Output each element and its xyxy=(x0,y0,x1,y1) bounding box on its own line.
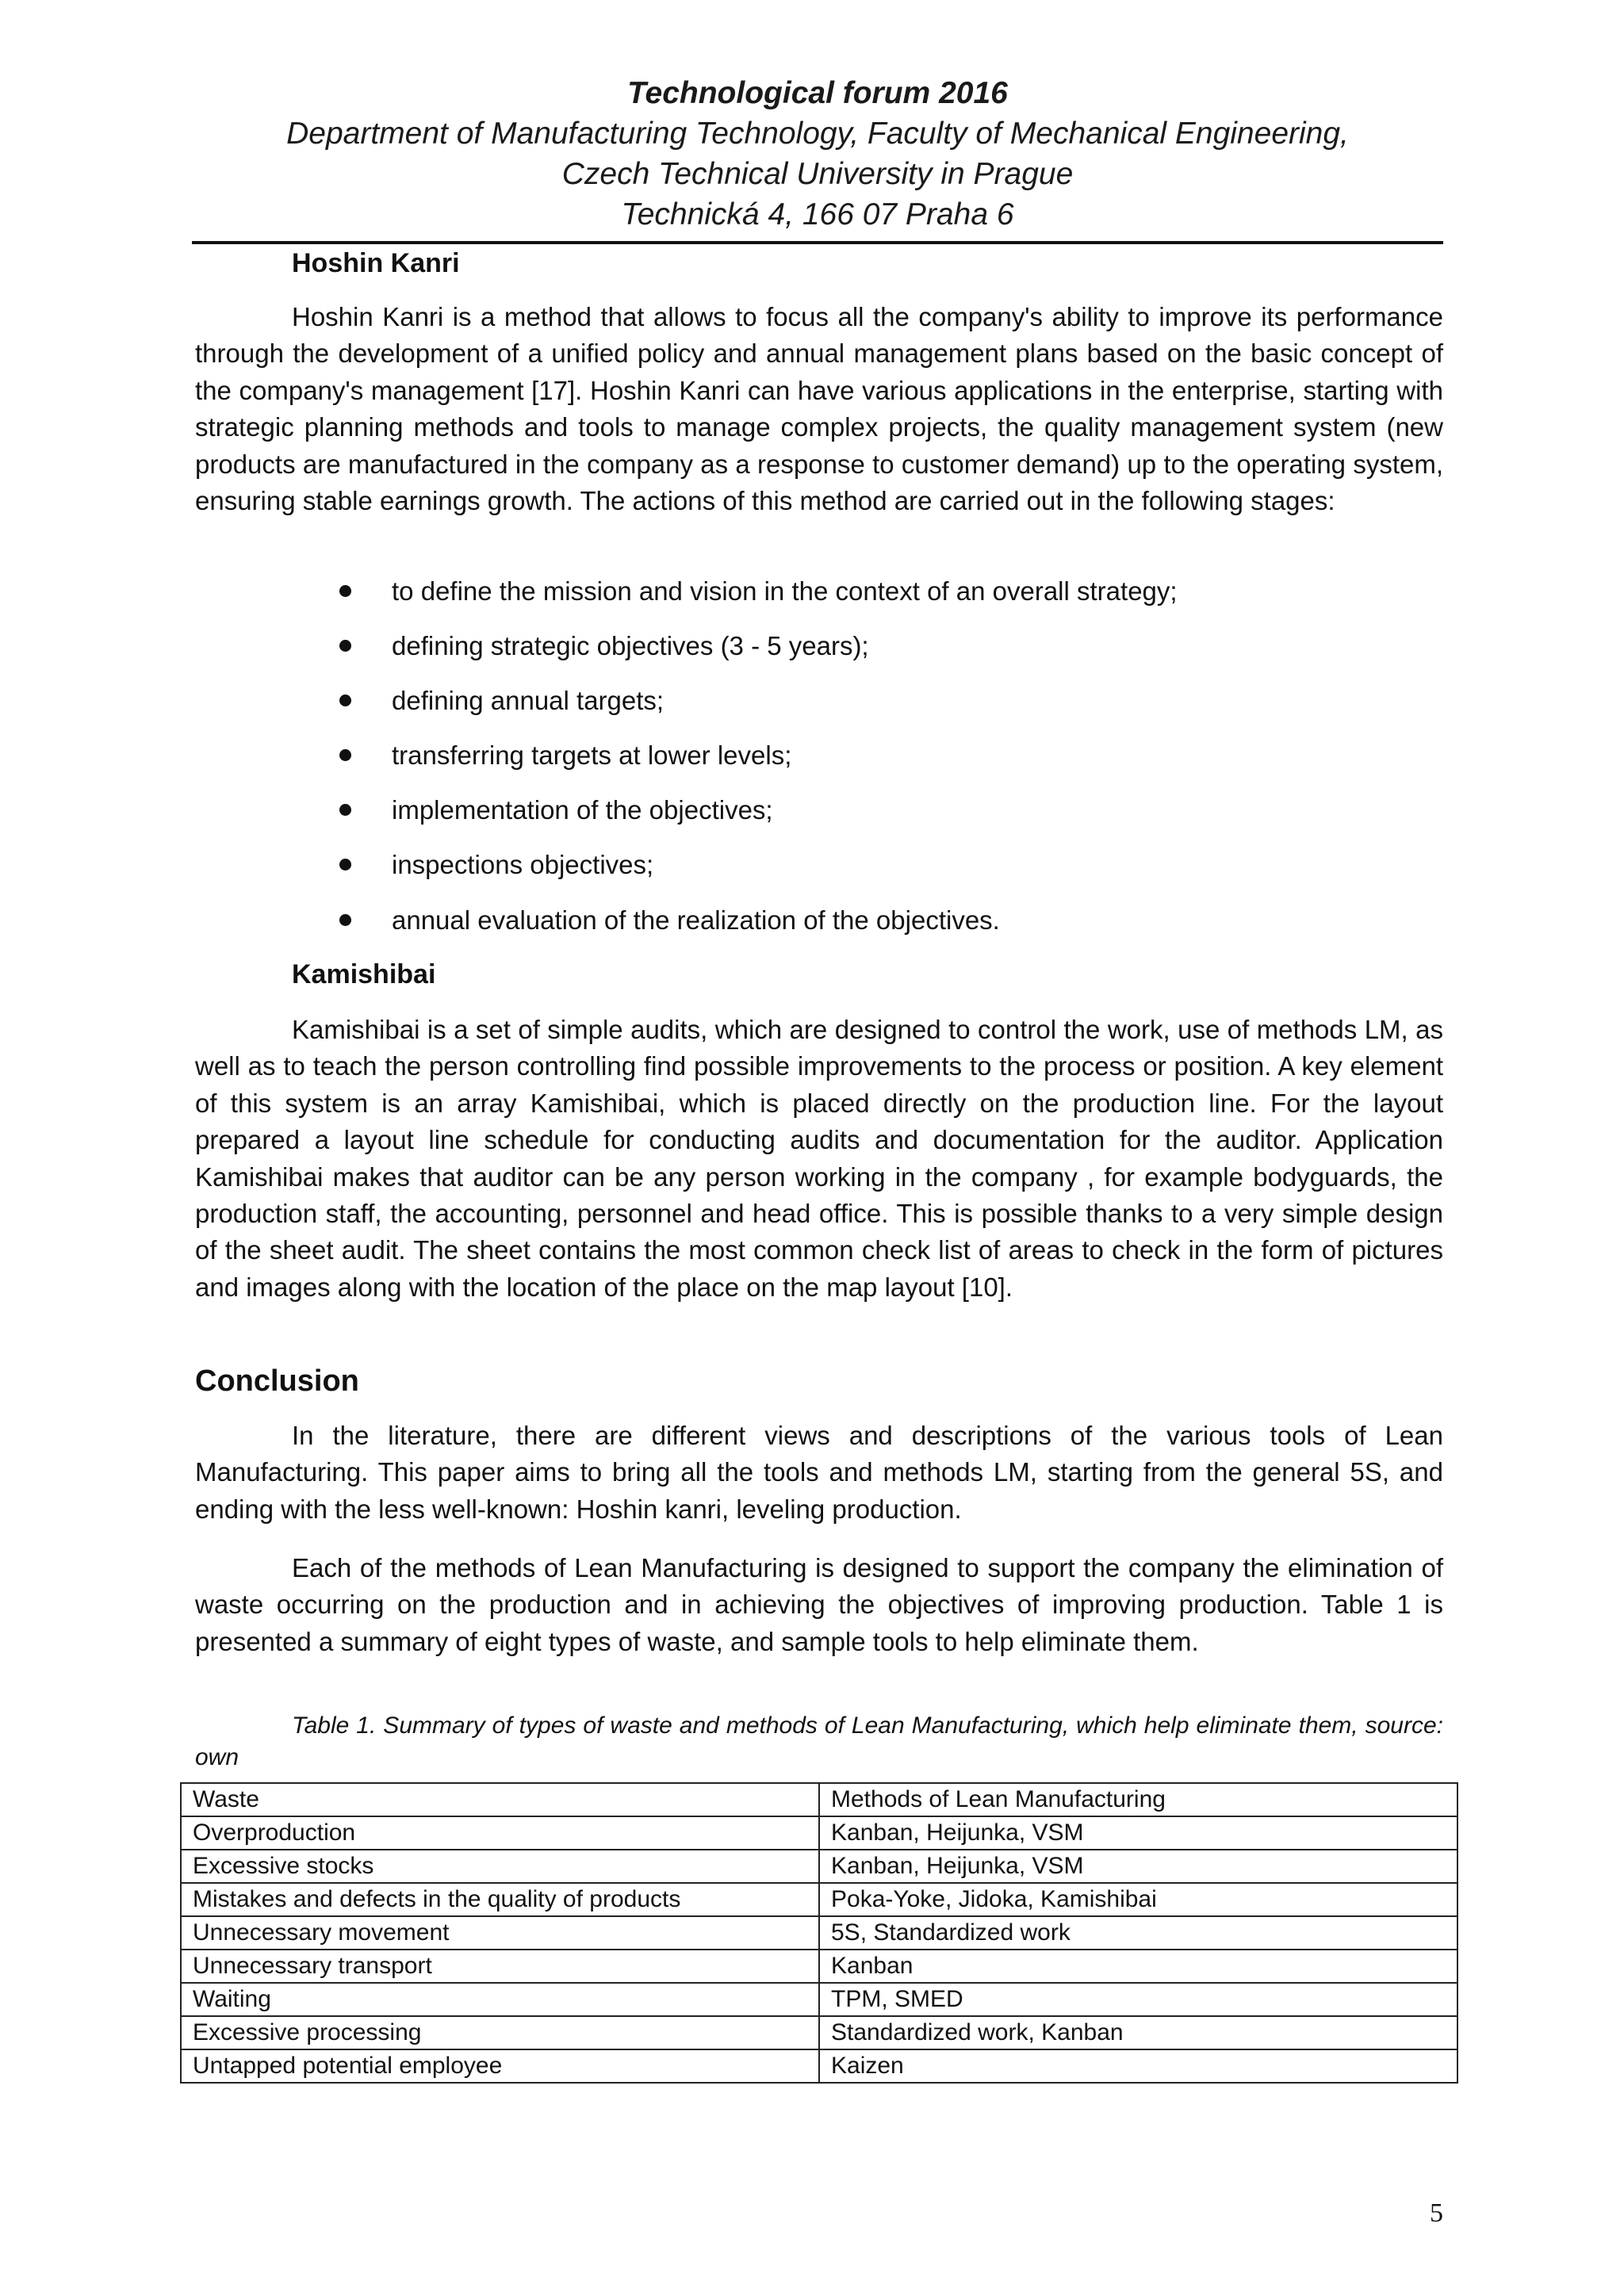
list-item-text: annual evaluation of the realization of the objectives. xyxy=(392,905,1000,935)
waste-cell: Waiting xyxy=(181,1983,819,2016)
waste-cell: Unnecessary movement xyxy=(181,1916,819,1950)
waste-methods-table xyxy=(180,1782,1458,2084)
method-cell: Methods of Lean Manufacturing xyxy=(819,1783,1457,1816)
kamishibai-heading: Kamishibai xyxy=(292,959,436,989)
bullet-dot-icon xyxy=(339,914,351,926)
method-cell: Standardized work, Kanban xyxy=(819,2016,1457,2049)
method-cell: 5S, Standardized work xyxy=(819,1916,1457,1950)
header-divider xyxy=(192,241,1443,244)
list-item-text: defining strategic objectives (3 - 5 years); xyxy=(392,631,869,660)
table-row xyxy=(181,2049,1457,2083)
waste-cell: Excessive processing xyxy=(181,2016,819,2049)
conclusion-paragraph-2: Each of the methods of Lean Manufacturing is designed to support the company the elimination of waste occurring on the production and in achieving the objectives of improving production. Table 1 is presented a summary of eight types of waste, and sample tools to help eliminate them. xyxy=(195,1553,1443,1656)
waste-cell: Overproduction xyxy=(181,1816,819,1850)
table-row xyxy=(181,1950,1457,1983)
bullet-dot-icon xyxy=(339,804,351,816)
method-cell: Kanban xyxy=(819,1950,1457,1983)
table-row xyxy=(181,1983,1457,2016)
table-row xyxy=(181,1883,1457,1916)
university-line: Czech Technical University in Prague xyxy=(561,157,1074,191)
waste-cell: Excessive stocks xyxy=(181,1850,819,1883)
waste-cell: Unnecessary transport xyxy=(181,1950,819,1983)
bullet-dot-icon xyxy=(339,859,351,871)
method-cell: TPM, SMED xyxy=(819,1983,1457,2016)
conclusion-paragraph-1: In the literature, there are different views and descriptions of the various tools of Lean Manufacturing. This paper aims to bring all the tools and methods LM, starting from the general 5S, and ending with the less well-known: Hoshin kanri, leveling production. xyxy=(195,1421,1443,1524)
waste-cell: Mistakes and defects in the quality of products xyxy=(181,1883,819,1916)
waste-cell: Untapped potential employee xyxy=(181,2049,819,2083)
table-row xyxy=(181,1850,1457,1883)
page-number: 5 xyxy=(1430,2198,1443,2228)
list-item-text: to define the mission and vision in the context of an overall strategy; xyxy=(392,576,1178,606)
department-line: Department of Manufacturing Technology, Faculty of Mechanical Engineering, xyxy=(286,117,1349,151)
table-caption: Table 1. Summary of types of waste and methods of Lean Manufacturing, which help eliminate them, source: own xyxy=(195,1712,1443,1770)
kamishibai-paragraph: Kamishibai is a set of simple audits, which are designed to control the work, use of methods LM, as well as to teach the person controlling find possible improvements to the process or position. A key element of this system is an array Kamishibai, which is placed directly on the production line. For the layout prepared a layout line schedule for conducting audits and documentation for the auditor. Application Kamishibai makes that auditor can be any person working in the company , for example bodyguards, the production staff, the accounting, personnel and head office. This is possible thanks to a very simple design of the sheet audit. The sheet contains the most common check list of areas to check in the form of pictures and images along with the location of the place on the map layout [10]. xyxy=(195,1015,1443,1302)
method-cell: Kanban, Heijunka, VSM xyxy=(819,1816,1457,1850)
waste-cell: Waste xyxy=(181,1783,819,1816)
table-row xyxy=(181,1816,1457,1850)
conference-title: Technological forum 2016 xyxy=(627,76,1008,110)
hoshin-kanri-paragraph: Hoshin Kanri is a method that allows to focus all the company's ability to improve its performance through the development of a unified policy and annual management plans based on the basic concept of the company's management [17]. Hoshin Kanri can have various applications in the enterprise, starting with strategic planning methods and tools to manage complex projects, the quality management system (new products are manufactured in the company as a response to customer demand) up to the operating system, ensuring stable earnings growth. The actions of this method are carried out in the following stages: xyxy=(195,302,1443,516)
table-header-row xyxy=(181,1783,1457,1816)
method-cell: Poka-Yoke, Jidoka, Kamishibai xyxy=(819,1883,1457,1916)
bullet-dot-icon xyxy=(339,695,351,706)
table-row xyxy=(181,1916,1457,1950)
hoshin-kanri-heading: Hoshin Kanri xyxy=(292,248,460,278)
table-row xyxy=(181,2016,1457,2049)
list-item-text: implementation of the objectives; xyxy=(392,795,773,825)
method-cell: Kaizen xyxy=(819,2049,1457,2083)
conclusion-heading: Conclusion xyxy=(195,1364,359,1398)
list-item-text: defining annual targets; xyxy=(392,686,665,715)
method-cell: Kanban, Heijunka, VSM xyxy=(819,1850,1457,1883)
page-header xyxy=(192,73,1443,235)
bullet-dot-icon xyxy=(339,640,351,652)
list-item-text: inspections objectives; xyxy=(392,850,654,879)
address-line: Technická 4, 166 07 Praha 6 xyxy=(621,197,1014,232)
list-item-text: transferring targets at lower levels; xyxy=(392,740,792,770)
bullet-dot-icon xyxy=(339,585,351,597)
bullet-dot-icon xyxy=(339,749,351,761)
